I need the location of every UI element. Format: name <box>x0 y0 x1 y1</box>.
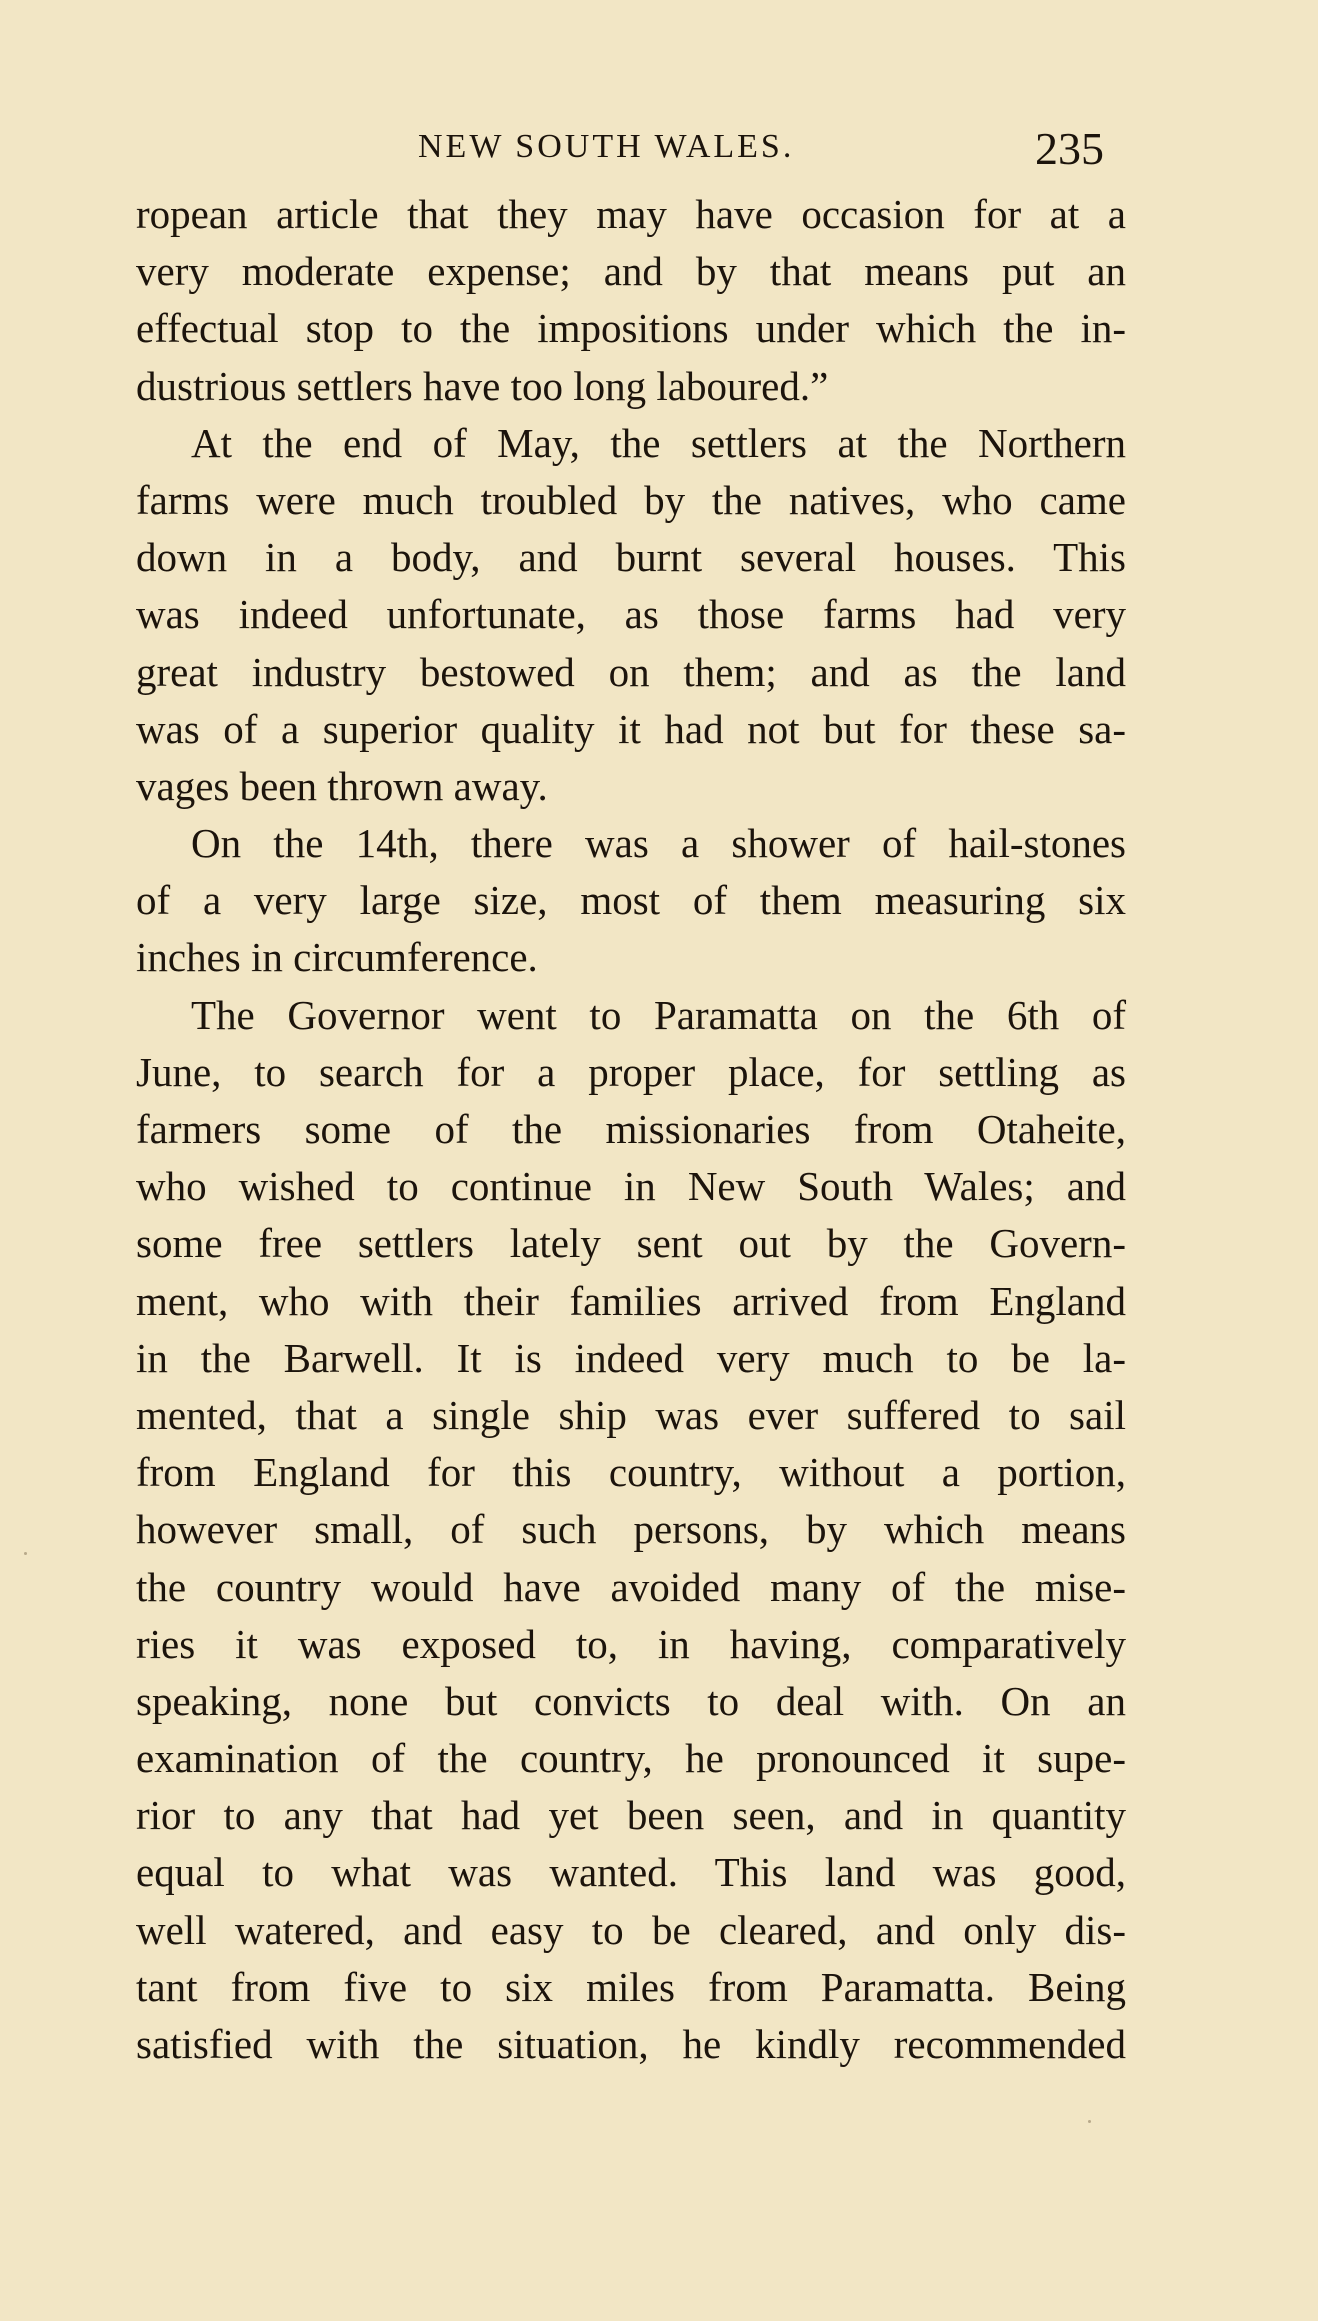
paragraph-start-line: At the end of May, the settlers at the Northern <box>191 419 1126 466</box>
paper-speck <box>1088 2120 1091 2123</box>
text-line: examination of the country, he pronounced it supe- <box>136 1735 1126 1782</box>
text-line: vages been thrown away. <box>136 762 548 809</box>
text-line: mented, that a single ship was ever suffered to sail <box>136 1391 1126 1438</box>
paragraph-start-line: The Governor went to Paramatta on the 6th of <box>191 991 1126 1038</box>
text-line: was indeed unfortunate, as those farms had very <box>136 591 1126 638</box>
text-line: down in a body, and burnt several houses. This <box>136 534 1126 581</box>
paper-speck <box>24 1552 27 1555</box>
text-line: ment, who with their families arrived from England <box>136 1277 1126 1324</box>
running-head: NEW SOUTH WALES. <box>418 128 795 165</box>
page-header <box>0 122 1318 182</box>
paragraph-start-line: On the 14th, there was a shower of hail-stones <box>191 820 1126 867</box>
text-line: speaking, none but convicts to deal with. On an <box>136 1677 1126 1724</box>
text-line: farms were much troubled by the natives, who came <box>136 476 1126 523</box>
text-line: tant from five to six miles from Paramatta. Being <box>136 1963 1126 2010</box>
text-line: from England for this country, without a portion, <box>136 1449 1126 1496</box>
text-line: inches in circumference. <box>136 934 538 981</box>
text-line: some free settlers lately sent out by the Govern- <box>136 1220 1126 1267</box>
text-line: rior to any that had yet been seen, and in quantity <box>136 1792 1126 1839</box>
text-line: in the Barwell. It is indeed very much to be la- <box>136 1334 1126 1381</box>
text-line: was of a superior quality it had not but for these sa- <box>136 705 1126 752</box>
text-line: the country would have avoided many of the mise- <box>136 1563 1126 1610</box>
text-line: of a very large size, most of them measuring six <box>136 877 1126 924</box>
text-line: ropean article that they may have occasion for at a <box>136 191 1126 237</box>
text-line: June, to search for a proper place, for settling as <box>136 1048 1126 1095</box>
text-line: great industry bestowed on them; and as the land <box>136 648 1126 695</box>
text-line: very moderate expense; and by that means put an <box>136 248 1126 295</box>
text-line: who wished to continue in New South Wales; and <box>136 1163 1126 1210</box>
text-line: ries it was exposed to, in having, comparatively <box>136 1620 1126 1667</box>
text-line: however small, of such persons, by which means <box>136 1506 1126 1553</box>
text-line: equal to what was wanted. This land was good, <box>136 1849 1126 1896</box>
text-line: well watered, and easy to be cleared, and only dis- <box>136 1906 1126 1953</box>
text-line: satisfied with the situation, he kindly recommended <box>136 2021 1126 2067</box>
text-line: effectual stop to the impositions under which the in- <box>136 305 1126 352</box>
page-number: 235 <box>1035 123 1104 174</box>
text-line: farmers some of the missionaries from Otaheite, <box>136 1106 1126 1152</box>
text-line: dustrious settlers have too long laboured.” <box>136 362 829 409</box>
body-text <box>136 186 1126 2073</box>
